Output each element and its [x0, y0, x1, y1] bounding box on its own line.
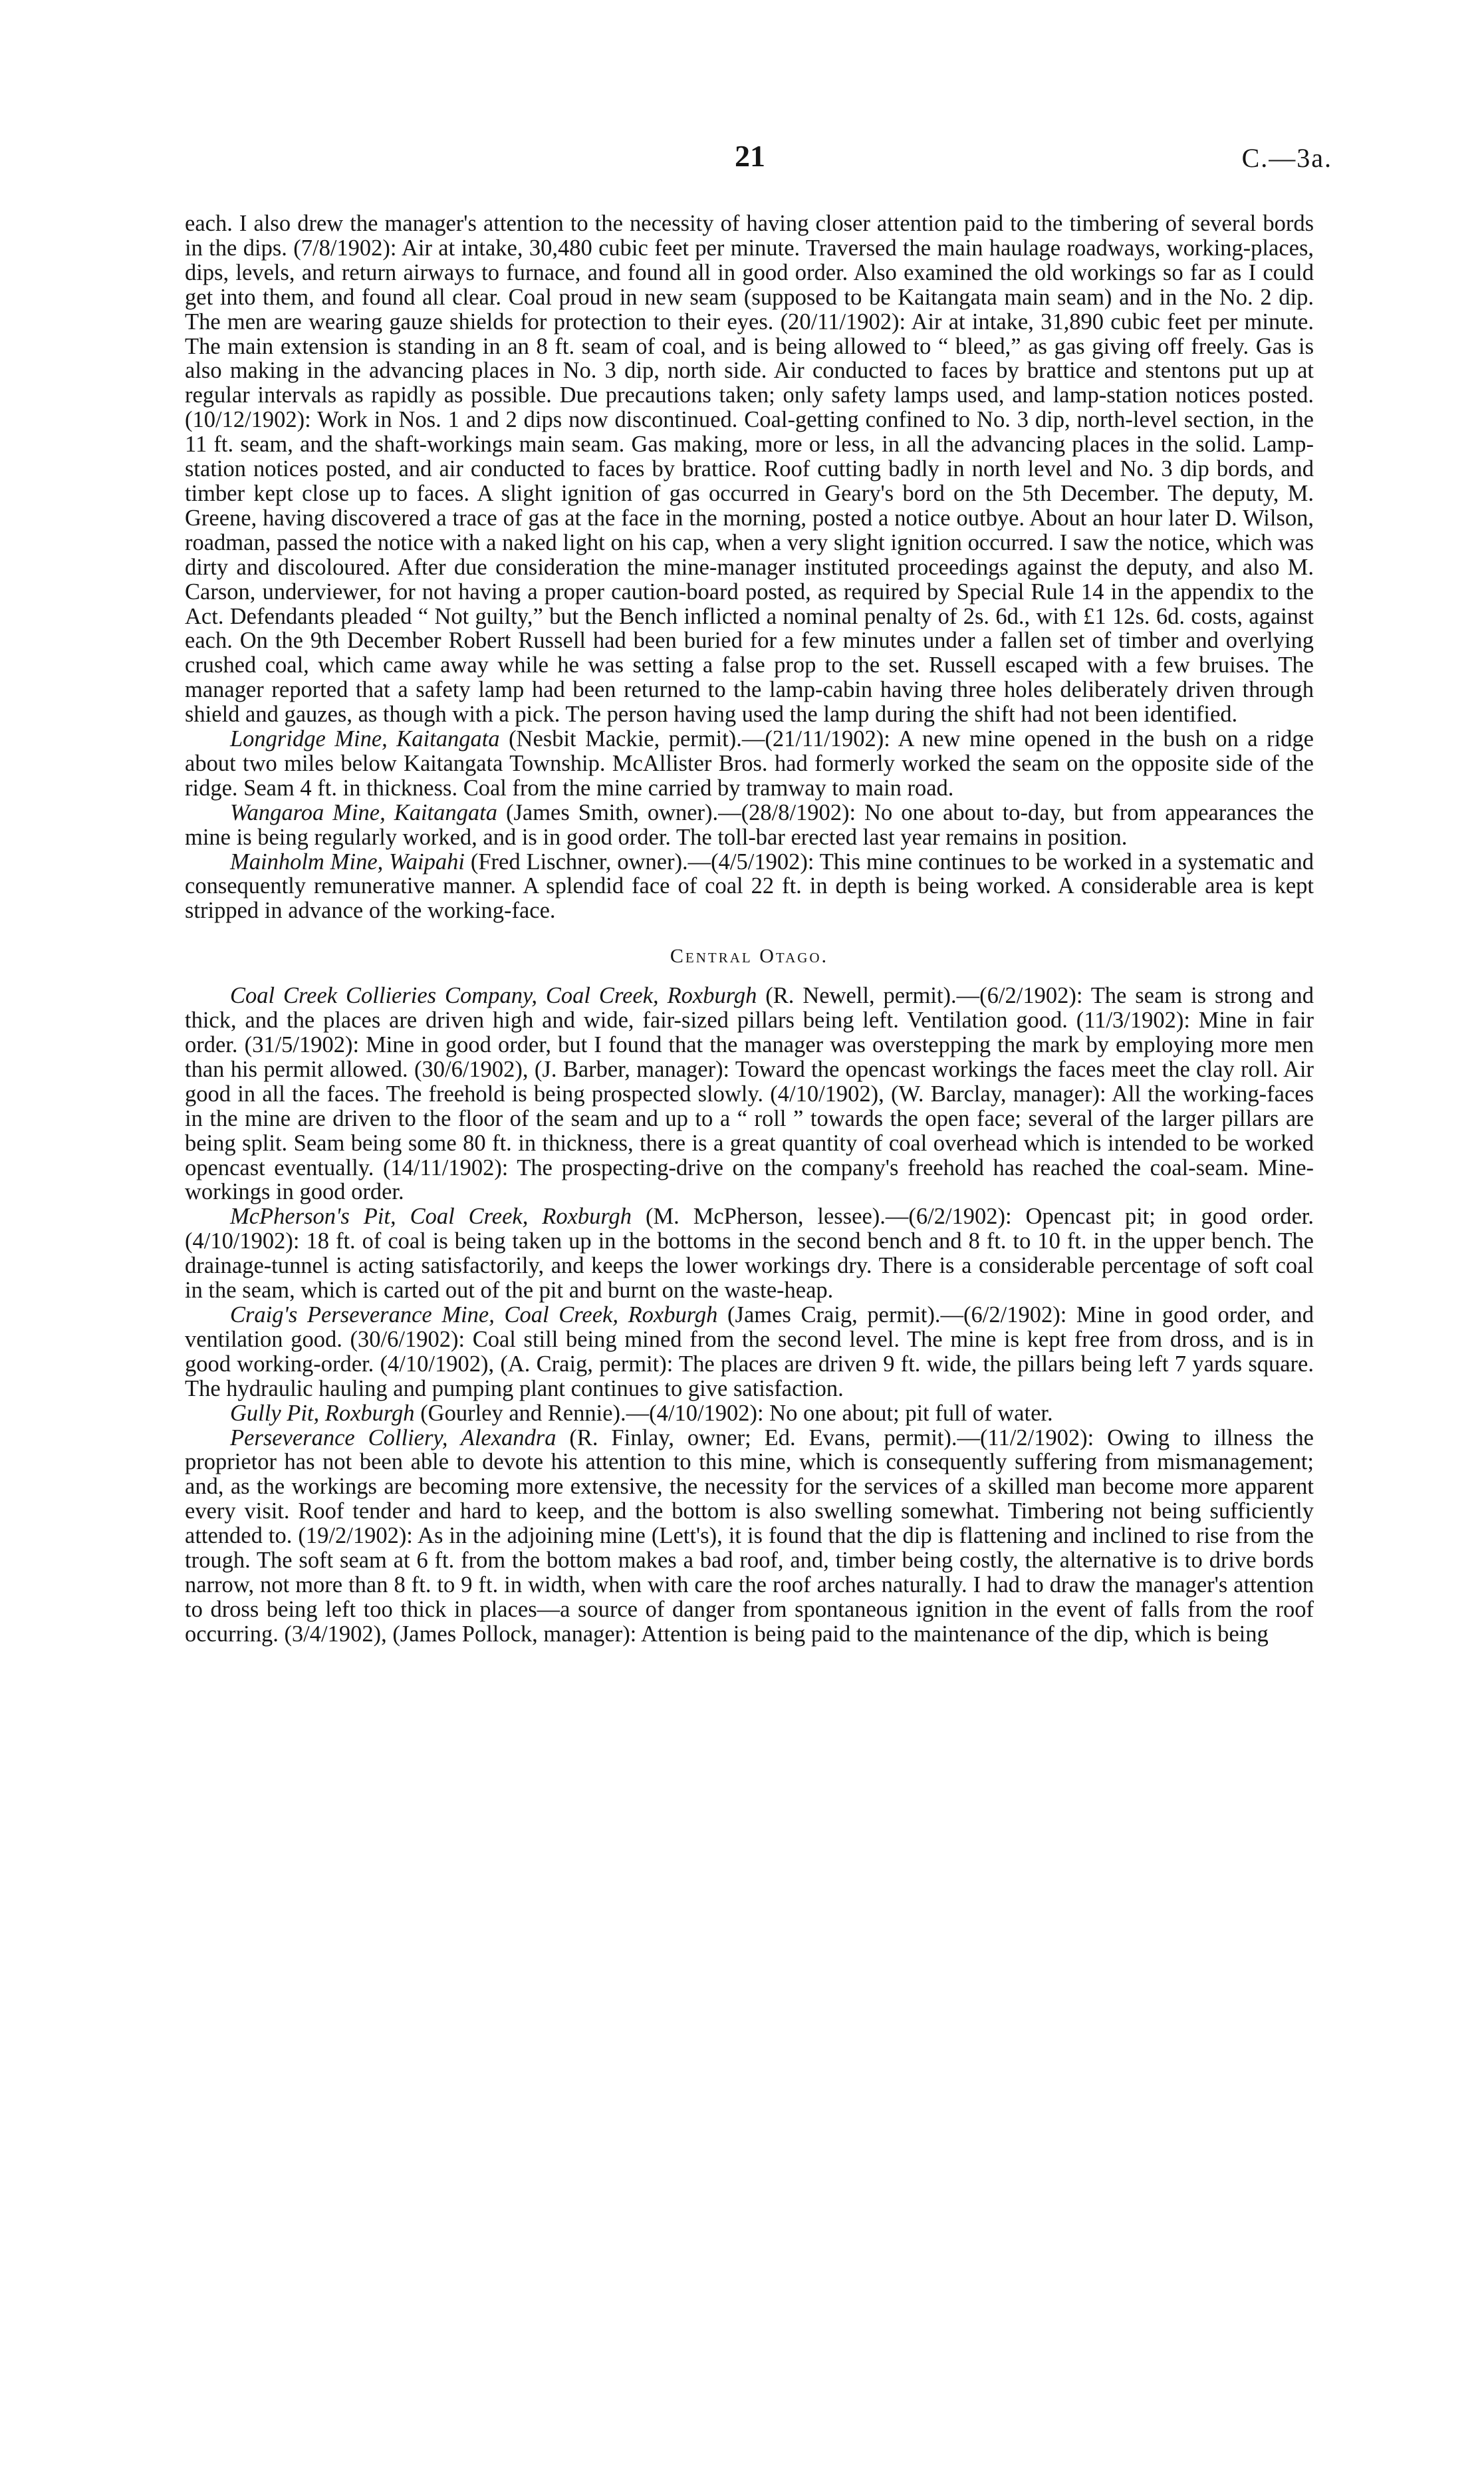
document-reference: C.—3a. — [1241, 143, 1332, 173]
mine-entry-perseverance-colliery — [185, 1426, 1314, 1647]
mine-report: (R. Finlay, owner; Ed. Evans, permit).—(11/2/1902): Owing to illness the proprietor has not been able to devote his attention to this mine, which is consequently suffering from mismanagement; and, as the workings are becoming more extensive, the necessity for the services of a skilled man become more apparent every visit. Roof tender and hard to keep, and the bottom is also swelling somewhat. Timbering not being sufficiently attended to. (19/2/1902): As in the adjoining mine (Lett's), it is found that the dip is flattening and inclined to rise from the trough. The soft seam at 6 ft. from the bottom makes a bad roof, and, timber being costly, the alternative is to drive bords narrow, not more than 8 ft. to 9 ft. in width, when with care the roof arches naturally. I had to draw the manager's attention to dross being left too thick in places—a source of danger from spontaneous ignition in the event of falls from the roof occurring. (3/4/1902), (James Pollock, manager): Attention is being paid to the maintenance of the dip, which is being — [185, 1425, 1314, 1647]
mine-report: (Gourley and Rennie).—(4/10/1902): No one about; pit full of water. — [414, 1400, 1053, 1426]
mine-name: Gully Pit, Roxburgh — [230, 1400, 415, 1426]
mine-entry-craigs-perseverance — [185, 1303, 1314, 1401]
mine-report: (R. Newell, permit).—(6/2/1902): The seam is strong and thick, and the places are driven high and wide, fair-sized pillars being left. Ventilation good. (11/3/1902): Mine in fair order. (31/5/1902): Mine in good order, but I found that the manager was overstepping the mark by employing more men than his permit allowed. (30/6/1902), (J. Barber, manager): Toward the opencast workings the faces meet the clay roll. Air good in all the faces. The freehold is being prospected slowly. (4/10/1902), (W. Barclay, manager): All the working-faces in the mine are driven to the floor of the seam and up to a “ roll ” towards the open face; several of the larger pillars are being split. Seam being some 80 ft. in thickness, there is a great quantity of coal overhead which is intended to be worked opencast eventually. (14/11/1902): The prospecting-drive on the company's freehold has reached the coal-seam. Mine-workings in good order. — [185, 983, 1314, 1205]
paragraph-continuation: each. I also drew the manager's attention to the necessity of having closer attention paid to the timbering of several bords in the dips. (7/8/1902): Air at intake, 30,480 cubic feet per minute. Traversed the main haulage roadways, working-places, dips, levels, and return airways to furnace, and found all in good order. Also examined the old workings so far as I could get into them, and found all clear. Coal proud in new seam (supposed to be Kaitangata main seam) and in the No. 2 dip. The men are wearing gauze shields for protection to their eyes. (20/11/1902): Air at intake, 31,890 cubic feet per minute. The main extension is standing in an 8 ft. seam of coal, and is being allowed to “ bleed,” as gas giving off freely. Gas is also making in the advancing places in No. 3 dip, north side. Air conducted to faces by brattice and stentons put up at regular intervals as rapidly as possible. Due precautions taken; only safety lamps used, and lamp-station notices posted. (10/12/1902): Work in Nos. 1 and 2 dips now discontinued. Coal-getting confined to No. 3 dip, north-level section, in the 11 ft. seam, and the shaft-workings main seam. Gas making, more or less, in all the advancing places in the solid. Lamp-station notices posted, and air conducted to faces by brattice. Roof cutting badly in north level and No. 3 dip bords, and timber kept close up to faces. A slight ignition of gas occurred in Geary's bord on the 5th December. The deputy, M. Greene, having discovered a trace of gas at the face in the morning, posted a notice outbye. About an hour later D. Wilson, roadman, passed the notice with a naked light on his cap, when a very slight ignition occurred. I saw the notice, which was dirty and discoloured. After due consideration the mine-manager instituted proceedings against the deputy, and also M. Carson, underviewer, for not having a proper caution-board posted, as required by Special Rule 14 in the appendix to the Act. Defendants pleaded “ Not guilty,” but the Bench inflicted a nominal penalty of 2s. 6d., with £1 12s. 6d. costs, against each. On the 9th December Robert Russell had been buried for a few minutes under a fallen set of timber and overlying crushed coal, which came away while he was setting a false prop to the set. Russell escaped with a few bruises. The manager reported that a safety lamp had been returned to the lamp-cabin having three holes deliberately driven through shield and gauzes, as though with a pick. The person having used the lamp during the shift had not been identified. — [185, 211, 1314, 728]
mine-name: Perseverance Colliery, Alexandra — [230, 1425, 556, 1450]
mine-name: Coal Creek Collieries Company, Coal Creek, Roxburgh — [230, 983, 757, 1009]
page-header — [0, 138, 1484, 178]
mine-report: (Nesbit Mackie, permit).—(21/11/1902): A new mine opened in the bush on a ridge about two miles below Kaitangata Township. McAllister Bros. had formerly worked the seam on the opposite side of the ridge. Seam 4 ft. in thickness. Coal from the mine carried by tramway to main road. — [185, 726, 1314, 801]
mine-report: (M. McPherson, lessee).—(6/2/1902): Opencast pit; in good order. (4/10/1902): 18 ft. of coal is being taken up in the bottoms in the second bench and 8 ft. to 10 ft. in the upper bench. The drainage-tunnel is acting satisfactorily, and keeps the lower workings dry. There is a considerable percentage of soft coal in the seam, which is carted out of the pit and burnt on the waste-heap. — [185, 1204, 1314, 1304]
mine-name: Mainholm Mine, Waipahi — [230, 849, 465, 875]
mine-entry-gully-pit — [185, 1401, 1314, 1426]
mine-report: (James Smith, owner).—(28/8/1902): No one about to-day, but from appearances the mine is being regularly worked, and is in good order. The toll-bar erected last year remains in position. — [185, 799, 1314, 850]
mine-entry-mainholm — [185, 850, 1314, 924]
mine-name: Craig's Perseverance Mine, Coal Creek, Roxburgh — [230, 1302, 718, 1327]
mine-entry-coal-creek-collieries — [185, 984, 1314, 1204]
mine-report: (James Craig, permit).—(6/2/1902): Mine in good order, and ventilation good. (30/6/1902): Coal still being mined from the second level. The mine is kept free from dross, and is in good working-order. (4/10/1902), (A. Craig, permit): The places are driven 9 ft. wide, the pillars being left 7 yards square. The hydraulic hauling and pumping plant continues to give satisfaction. — [185, 1302, 1314, 1401]
body-text — [185, 211, 1314, 1647]
mine-report: (Fred Lischner, owner).—(4/5/1902): This mine continues to be worked in a systematic and consequently remunerative manner. A splendid face of coal 22 ft. in depth is being worked. A considerable area is kept stripped in advance of the working-face. — [185, 849, 1314, 924]
mine-name: Wangaroa Mine, Kaitangata — [230, 799, 497, 825]
mine-entry-wangaroa — [185, 801, 1314, 850]
mine-name: McPherson's Pit, Coal Creek, Roxburgh — [230, 1204, 632, 1230]
page-number: 21 — [735, 139, 765, 173]
mine-entry-mcphersons-pit — [185, 1204, 1314, 1303]
mine-name: Longridge Mine, Kaitangata — [230, 726, 500, 752]
mine-entry-longridge — [185, 727, 1314, 801]
section-heading: Central Otago. — [670, 945, 829, 968]
